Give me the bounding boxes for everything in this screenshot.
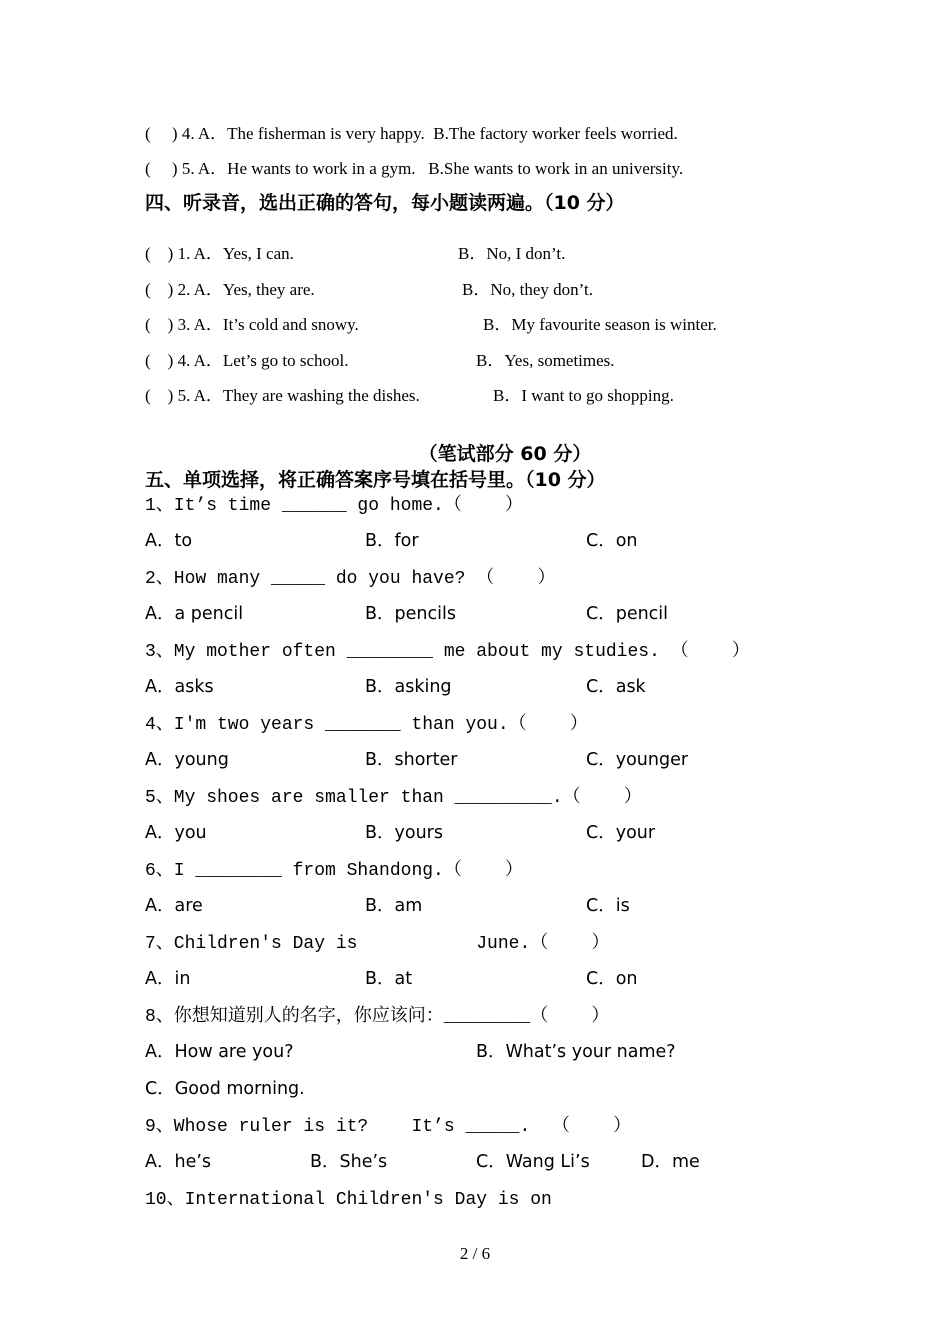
question-6-option-b: B．am xyxy=(365,896,423,916)
question-1-option-b: B．for xyxy=(365,531,419,551)
section4-item-4: ( ) 4. A．Let’s go to school. xyxy=(145,351,349,370)
section4-item-1-option-b: B．No, I don’t. xyxy=(458,244,566,263)
question-4-option-c: C．younger xyxy=(586,750,689,770)
question-10: 10、International Children's Day is on xyxy=(145,1190,552,1210)
question-2-option-c: C．pencil xyxy=(586,604,669,624)
question-3-option-b: B．asking xyxy=(365,677,452,697)
section4-title: 四、听录音，选出正确的答句，每小题读两遍。（10 分） xyxy=(145,192,625,214)
question-1: 1、It’s time ______ go home.（ ） xyxy=(145,496,524,516)
question-9-option-b: B．She’s xyxy=(310,1152,388,1172)
section5-title: 五、单项选择，将正确答案序号填在括号里。（10 分） xyxy=(145,469,606,491)
question-3-option-c: C．ask xyxy=(586,677,646,697)
section4-item-1: ( ) 1. A．Yes, I can. xyxy=(145,244,294,263)
section4-item-5: ( ) 5. A．They are washing the dishes. xyxy=(145,386,420,405)
section4-item-3: ( ) 3. A．It’s cold and snowy. xyxy=(145,315,359,334)
question-2-option-b: B．pencils xyxy=(365,604,456,624)
section4-item-3-option-b: B．My favourite season is winter. xyxy=(483,315,717,334)
question-5-option-c: C．your xyxy=(586,823,656,843)
section4-item-4-option-b: B．Yes, sometimes. xyxy=(476,351,615,370)
question-5: 5、My shoes are smaller than _________.（ ） xyxy=(145,788,642,808)
question-8-option-c: C．Good morning. xyxy=(145,1079,305,1099)
question-3: 3、My mother often ________ me about my studies. （ ） xyxy=(145,642,750,662)
question-3-option-a: A．asks xyxy=(145,677,214,697)
question-9-option-a: A．he’s xyxy=(145,1152,212,1172)
question-1-option-a: A．to xyxy=(145,531,193,551)
question-7-option-c: C．on xyxy=(586,969,638,989)
question-4-option-b: B．shorter xyxy=(365,750,458,770)
listening-item-5: ( ) 5. A．He wants to work in a gym. B.She wants to work in an university. xyxy=(145,159,684,178)
question-5-option-b: B．yours xyxy=(365,823,443,843)
question-7-option-a: A．in xyxy=(145,969,191,989)
question-7: 7、Children's Day is June.（ ） xyxy=(145,934,610,954)
question-6-option-c: C．is xyxy=(586,896,630,916)
section4-item-2-option-b: B．No, they don’t. xyxy=(462,280,593,299)
question-6: 6、I ________ from Shandong.（ ） xyxy=(145,861,524,881)
question-9: 9、Whose ruler is it? It’s _____. （ ） xyxy=(145,1117,632,1137)
question-8-option-b: B．What’s your name? xyxy=(476,1042,676,1062)
section4-item-5-option-b: B．I want to go shopping. xyxy=(493,386,674,405)
question-1-option-c: C．on xyxy=(586,531,638,551)
written-part-heading: （笔试部分 60 分） xyxy=(418,443,592,465)
question-4: 4、I'm two years _______ than you.（ ） xyxy=(145,715,588,735)
question-9-option-c: C．Wang Li’s xyxy=(476,1152,590,1172)
question-9-option-d: D．me xyxy=(641,1152,700,1172)
question-7-option-b: B．at xyxy=(365,969,413,989)
section4-item-2: ( ) 2. A．Yes, they are. xyxy=(145,280,315,299)
question-2: 2、How many _____ do you have? （ ） xyxy=(145,569,556,589)
question-6-option-a: A．are xyxy=(145,896,203,916)
question-2-option-a: A．a pencil xyxy=(145,604,244,624)
question-8: 8、你想知道别人的名字，你应该问：________（ ） xyxy=(145,1007,610,1027)
question-8-option-a: A．How are you? xyxy=(145,1042,294,1062)
listening-item-4: ( ) 4. A．The fisherman is very happy. B.The factory worker feels worried. xyxy=(145,124,678,143)
question-5-option-a: A．you xyxy=(145,823,207,843)
page-number: 2 / 6 xyxy=(459,1244,491,1263)
question-4-option-a: A．young xyxy=(145,750,229,770)
